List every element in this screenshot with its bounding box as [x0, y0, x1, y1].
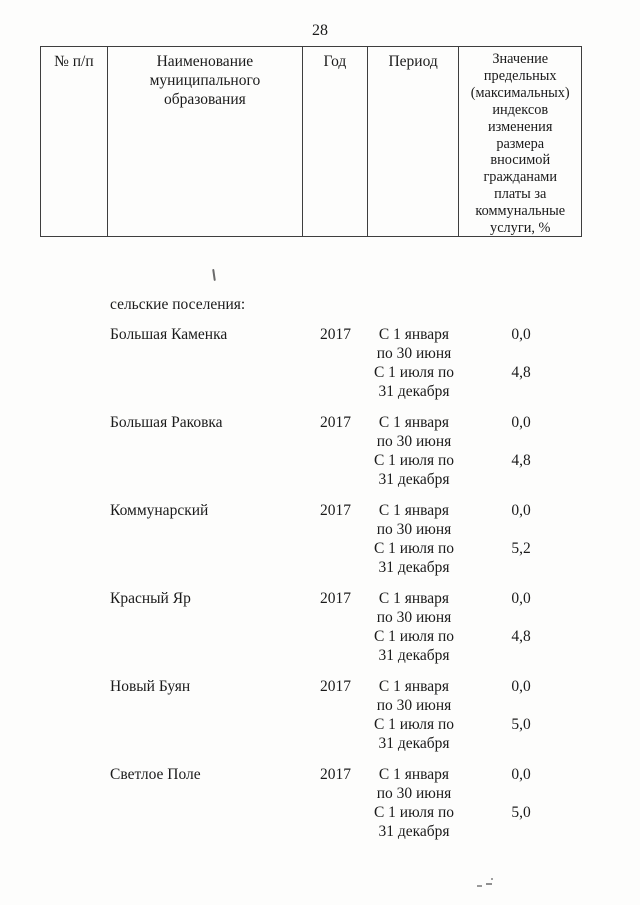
row-name: Светлое Поле [110, 766, 201, 783]
page-number: 28 [312, 22, 328, 39]
period-value-second: 5,0 [511, 804, 531, 821]
period-line: С 1 января [378, 590, 450, 607]
scan-artifact [212, 269, 215, 281]
scan-artifact [486, 883, 492, 885]
row-year: 2017 [320, 678, 351, 695]
period-value-second: 4,8 [511, 452, 531, 469]
row-name: Большая Раковка [110, 414, 223, 431]
period-line: С 1 января [378, 326, 450, 343]
row-name: Новый Буян [110, 678, 191, 695]
header-table [40, 46, 582, 237]
row-year: 2017 [320, 766, 351, 783]
header-line: (максимальных) [470, 84, 570, 101]
header-line: индексов [492, 101, 549, 118]
header-line: размера [496, 135, 545, 152]
row-year: 2017 [320, 502, 351, 519]
period-line: по 30 июня [376, 521, 452, 538]
period-line: по 30 июня [376, 609, 452, 626]
row-year: 2017 [320, 326, 351, 343]
period-line: С 1 июля по [373, 716, 455, 733]
column-header-period: Период [368, 47, 460, 236]
row-year: 2017 [320, 590, 351, 607]
row-periods [368, 413, 460, 489]
period-line: С 1 июля по [373, 628, 455, 645]
row-name: Большая Каменка [110, 326, 228, 343]
period-value-first: 0,0 [511, 414, 531, 431]
column-header-year: Год [303, 47, 368, 236]
period-line: С 1 июля по [373, 452, 455, 469]
table-row [40, 589, 582, 665]
row-periods [368, 589, 460, 665]
column-header-name [108, 47, 303, 236]
period-line: С 1 января [378, 414, 450, 431]
period-value-first: 0,0 [511, 326, 531, 343]
period-value-second: 4,8 [511, 628, 531, 645]
period-line: по 30 июня [376, 697, 452, 714]
period-line: С 1 января [378, 678, 450, 695]
table-row [40, 501, 582, 577]
header-line: вносимой [490, 152, 551, 169]
row-periods [368, 765, 460, 841]
scan-artifact [491, 878, 493, 880]
period-line: 31 декабря [378, 735, 450, 752]
header-line: платы за [494, 186, 547, 203]
section-label: сельские поселения: [110, 296, 246, 313]
period-line: 31 декабря [378, 823, 450, 840]
period-line: 31 декабря [378, 471, 450, 488]
row-year: 2017 [320, 414, 351, 431]
period-value-first: 0,0 [511, 590, 531, 607]
table-row [40, 677, 582, 753]
period-value-second: 5,2 [511, 540, 531, 557]
period-value-second: 4,8 [511, 364, 531, 381]
period-line: С 1 января [378, 766, 450, 783]
row-periods [368, 501, 460, 577]
header-line: Значение [492, 51, 549, 67]
period-value-first: 0,0 [511, 502, 531, 519]
period-value-first: 0,0 [511, 678, 531, 695]
header-line: изменения [488, 118, 553, 135]
header-line: Наименование [156, 53, 254, 70]
period-value-first: 0,0 [511, 766, 531, 783]
column-header-value [459, 47, 581, 236]
period-line: С 1 июля по [373, 364, 455, 381]
row-periods [368, 325, 460, 401]
row-name: Красный Яр [110, 590, 191, 607]
table-row [40, 413, 582, 489]
header-line: предельных [483, 67, 557, 84]
period-line: по 30 июня [376, 433, 452, 450]
period-line: 31 декабря [378, 559, 450, 576]
table-row [40, 325, 582, 401]
table-row [40, 765, 582, 841]
period-line: С 1 июля по [373, 804, 455, 821]
period-line: 31 декабря [378, 647, 450, 664]
table-body [40, 325, 582, 853]
column-header-num: № п/п [41, 47, 108, 236]
period-line: по 30 июня [376, 345, 452, 362]
period-line: С 1 июля по [373, 540, 455, 557]
header-line: образования [164, 91, 246, 108]
period-line: 31 декабря [378, 383, 450, 400]
header-line: коммунальные [475, 203, 566, 220]
header-line: гражданами [483, 169, 557, 186]
period-value-second: 5,0 [511, 716, 531, 733]
row-name: Коммунарский [110, 502, 209, 519]
header-line: муниципального [149, 72, 261, 89]
scan-artifact [477, 885, 482, 887]
period-line: по 30 июня [376, 785, 452, 802]
header-line: услуги, % [490, 220, 551, 237]
period-line: С 1 января [378, 502, 450, 519]
row-periods [368, 677, 460, 753]
